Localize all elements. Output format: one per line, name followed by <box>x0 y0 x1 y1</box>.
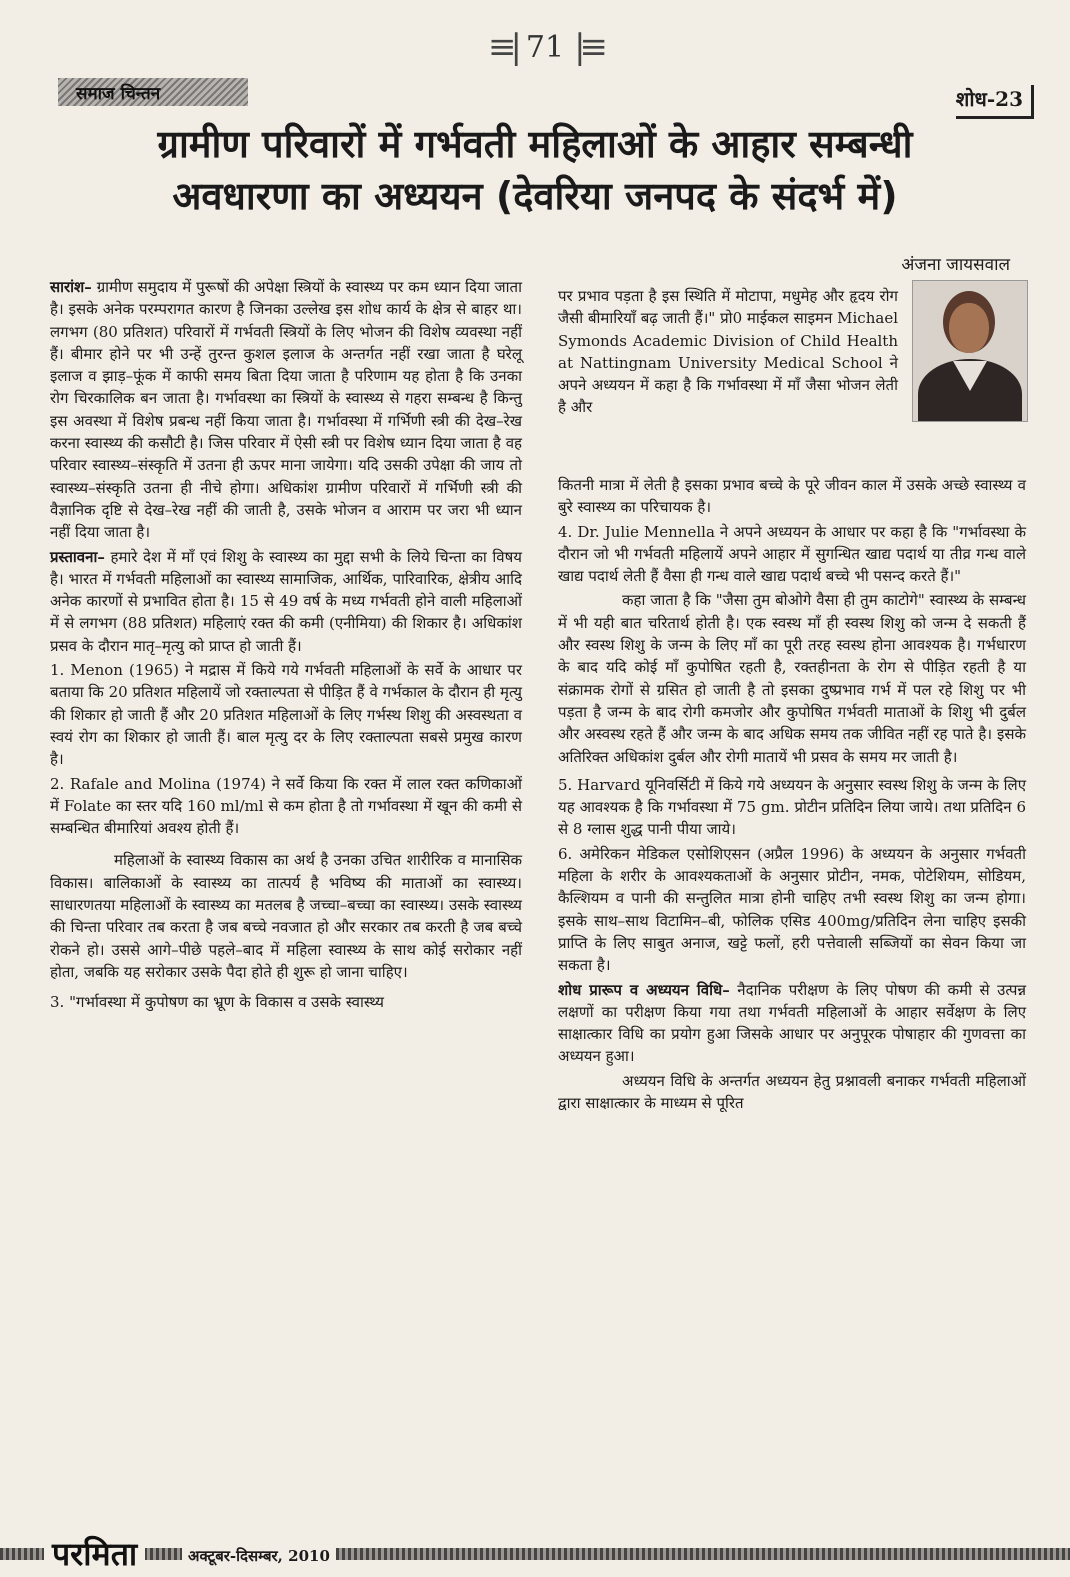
research-id: शोध-23 <box>956 85 1034 119</box>
right-column <box>558 474 1026 1116</box>
abstract-text: ग्रामीण समुदाय में पुरूषों की अपेक्षा स्त्रियों के स्वास्थ्य पर कम ध्यान दिया जाता है। इसके अनेक परम्परागत कारण है जिनका उल्लेख इस शोध कार्य के क्षेत्र से बाहर था। लगभग (80 प्रतिशत) परिवारों में गर्भवती स्त्रियों के लिए भोजन की विशेष व्यवस्था नहीं हैं। बीमार होने पर भी उन्हें तुरन्त कुशल इलाज के अन्तर्गत नहीं रखा जाता है घरेलू इलाज व झाड़–फूंक में काफी समय बिता दिया जाता है परिणाम यह होता है कि उनका रोग चिरकालिक बन जाता है। गर्भावस्था का स्त्रियों के स्वास्थ्य से गहरा सम्बन्ध है किन्तु इस अवस्था में विशेष प्रबन्ध नहीं किया जाता है। गर्भावस्था में गर्भिणी स्त्री की देख–रेख करना स्वास्थ्य की कसौटी है। जिस परिवार में ऐसी स्त्री पर विशेष ध्यान दिया जाता है वह परिवार स्वास्थ्य–संस्कृति में उतना ही ऊपर माना जायेगा। यदि उसकी उपेक्षा की जाय तो स्वास्थ्य–संस्कृति उतना ही नीचे होगा। अधिकांश ग्रामीण परिवारों में गर्भिणी स्त्री की वैज्ञानिक दृष्टि से देख–रेख नहीं की जाती है, उसके भोजन व आराम पर जरा भी ध्यान नहीं दिया जाता है। <box>50 278 522 542</box>
footer-rule <box>0 1548 1070 1560</box>
method-paragraph-2: अध्ययन विधि के अन्तर्गत अध्ययन हेतु प्रश्नावली बनाकर गर्भवती महिलाओं द्वारा साक्षात्कार के माध्यम से पूरित <box>558 1071 1026 1113</box>
photo-face <box>949 303 989 353</box>
title-line-2: अवधारणा का अध्ययन (देवरिया जनपद के संदर्भ में) <box>172 174 898 218</box>
intro-label: प्रस्तावना– <box>50 547 105 566</box>
point-2: 2. Rafale and Molina (1974) ने सर्वे किया कि रक्त में लाल रक्त कणिकाओं में Folate का स्तर यदि 160 ml/ml से कम होता है तो गर्भावस्था में खून की कमी से सम्बन्धित बीमारियां अवश्य होती हैं। <box>50 774 522 838</box>
abstract-label: सारांश– <box>50 278 92 296</box>
point-6: 6. अमेरिकन मेडिकल एसोशिएसन (अप्रैल 1996) के अध्ययन के अनुसार गर्भवती महिला के शरीर के आवश्यकताओं के अनुसार प्रोटीन, नमक, पोटेशियम, सोडियम, कैल्शियम व पानी की सन्तुलित मात्रा होनी चाहिए तभी स्वस्थ शिशु का जन्म होगा। इसके साथ–साथ विटामिन–बी, फोलिक एसिड 400mg/प्रतिदिन लेना चाहिए इसकी प्राप्ति के लिए साबुत अनाज, खट्टे फलों, हरी पत्तेवाली सब्जियों का सेवन किया जा सकता है। <box>558 844 1026 975</box>
article-title <box>50 118 1020 222</box>
point-3-end: कितनी मात्रा में लेती है इसका प्रभाव बच्चे के पूरे जीवन काल में उसके अच्छे स्वास्थ्य व बुरे स्वास्थ्य का परिचायक है। <box>558 476 1026 517</box>
page-number <box>470 22 620 72</box>
point-3-continued: पर प्रभाव पड़ता है इस स्थिति में मोटापा, मधुमेह और हृदय रोग जैसी बीमारियाँ बढ़ जाती हैं।" प्रो0 माईकल साइमन Michael Symonds Academic Division of Child Health at Nattingnam University Medical School ने अपने अध्ययन में कहा है कि गर्भावस्था में माँ जैसा भोजन लेती है और <box>558 287 898 417</box>
right-column-top <box>558 285 898 421</box>
method-label: शोध प्रारूप व अध्ययन विधि– <box>558 980 730 999</box>
method-paragraph <box>558 979 1026 1068</box>
point-4: 4. Dr. Julie Mennella ने अपने अध्ययन के आधार पर कहा है कि "गर्भावस्था के दौरान जो भी गर्भवती महिलायें अपने आहार में सुगन्धित खाद्य पदार्थ या तीव्र गन्ध वाले खाद्य पदार्थ लेती हैं वैसा ही गन्ध वाले खाद्य पदार्थ बच्चे भी पसन्द करते हैं।" <box>558 522 1026 586</box>
author-name: अंजना जायसवाल <box>901 255 1010 275</box>
left-column <box>50 276 522 1016</box>
title-line-1: ग्रामीण परिवारों में गर्भवती महिलाओं के आहार सम्बन्धी <box>157 122 913 166</box>
point-3-start: 3. "गर्भावस्था में कुपोषण का भ्रूण के विकास व उसके स्वास्थ्य <box>50 993 384 1012</box>
ornament-right: |≡ <box>574 27 603 67</box>
author-photo <box>912 280 1028 422</box>
footer <box>0 1530 1070 1577</box>
point-5: 5. Harvard यूनिवर्सिटी में किये गये अध्ययन के अनुसार स्वस्थ शिशु के जन्म के लिए यह आवश्यक है कि गर्भावस्था में 75 gm. प्रोटीन प्रतिदिन लिया जाये। तथा प्रतिदिन 6 से 8 ग्लास शुद्ध पानी पीया जाये। <box>558 775 1026 839</box>
proverb-paragraph: कहा जाता है कि "जैसा तुम बोओगे वैसा ही तुम काटोगे" स्वास्थ्य के सम्बन्ध में भी यही बात चरितार्थ होती है। एक स्वस्थ माँ ही स्वस्थ शिशु को जन्म दे सकती हैं और स्वस्थ शिशु के जन्म के लिए माँ का पूरी तरह स्वस्थ होना आवश्यक है। गर्भधारण के बाद यदि कोई माँ कुपोषित रहती है, रक्तहीनता के रोग से पीड़ित रहती है या संक्रामक रोगों से ग्रसित हो जाती है तो इसका दुष्प्रभाव गर्भ में पल रहे शिशु पर भी पड़ता है जन्म के बाद रोगी कमजोर और कुपोषित गर्भवती माताओं के शिशु भी दुर्बल और अस्वस्थ रहते हैं और जन्म के बाद अधिक समय तक जीवित नहीं रह पाते है। इसके अतिरिक्त अधिकांश दुर्बल और रोगी मातायें भी प्रसव के समय मर जाती है। <box>558 591 1026 766</box>
point-1: 1. Menon (1965) ने मद्रास में किये गये गर्भवती महिलाओं के सर्वे के आधार पर बताया कि 20 प्रतिशत महिलायें जो रक्ताल्पता से पीड़ित हैं वे गर्भकाल के दौरान ही मृत्यु की शिकार हो जाती हैं और 20 प्रतिशत महिलाओं के लिए गर्भस्थ शिशु की अस्वस्थता व स्वयं रोग का शिकार हो जाती हैं। बाल मृत्यु दर के लिए रक्ताल्पता सबसे प्रमुख कारण है। <box>50 661 522 769</box>
intro-paragraph <box>50 546 522 657</box>
ornament-left: ≡| <box>487 27 516 67</box>
abstract-paragraph <box>50 276 522 544</box>
magazine-name: परमिता <box>44 1532 145 1575</box>
health-paragraph: महिलाओं के स्वास्थ्य विकास का अर्थ है उनका उचित शारीरिक व मानासिक विकास। बालिकाओं के स्वास्थ्य का तात्पर्य है भविष्य की माताओं का स्वास्थ्य। साधारणतया महिलाओं के स्वास्थ्य का मतलब है जच्चा–बच्चा का स्वास्थ्य। उसके स्वास्थ्य की चिन्ता परिवार तब करता है जब बच्चे नवजात हो और सरकार तब करती है जब बच्चे रोकने हो। उससे आगे–पीछे पहले–बाद में महिला स्वास्थ्य के साथ कोई सरोकार नहीं होता, जबकि यह सरोकार उसके पैदा होते ही शुरू हो जाना चाहिए। <box>50 851 522 981</box>
section-tag: समाज चिन्तन <box>58 78 248 106</box>
method-text: नैदानिक परीक्षण के लिए पोषण की कमी से उत्पन्न लक्षणों का परीक्षण किया गया तथा गर्भवती महिलाओं के आहार सर्वेक्षण के लिए साक्षात्कार विधि का प्रयोग हुआ जिसके आधार पर अनुपूरक पोषाहार की गुणवत्ता का अध्ययन हुआ। <box>558 980 1026 1066</box>
page-number-value: 71 <box>525 29 565 65</box>
issue-date: अक्टूबर-दिसम्बर, 2010 <box>182 1546 336 1566</box>
intro-text: हमारे देश में माँ एवं शिशु के स्वास्थ्य का मुद्दा सभी के लिये चिन्ता का विषय है। भारत में गर्भवती महिलाओं का स्वास्थ्य सामाजिक, आर्थिक, पारिवारिक, क्षेत्रीय आदि अनेक कारणों से प्रभावित होता है। 15 से 49 वर्ष के मध्य गर्भवती होने वाली महिलाओं में से लगभग (88 प्रतिशत) महिलाएं रक्त की कमी (एनीमिया) की शिकार है। अधिकांश प्रसव के दौरान मातृ–मृत्यु को प्राप्त हो जाती हैं। <box>50 547 522 655</box>
